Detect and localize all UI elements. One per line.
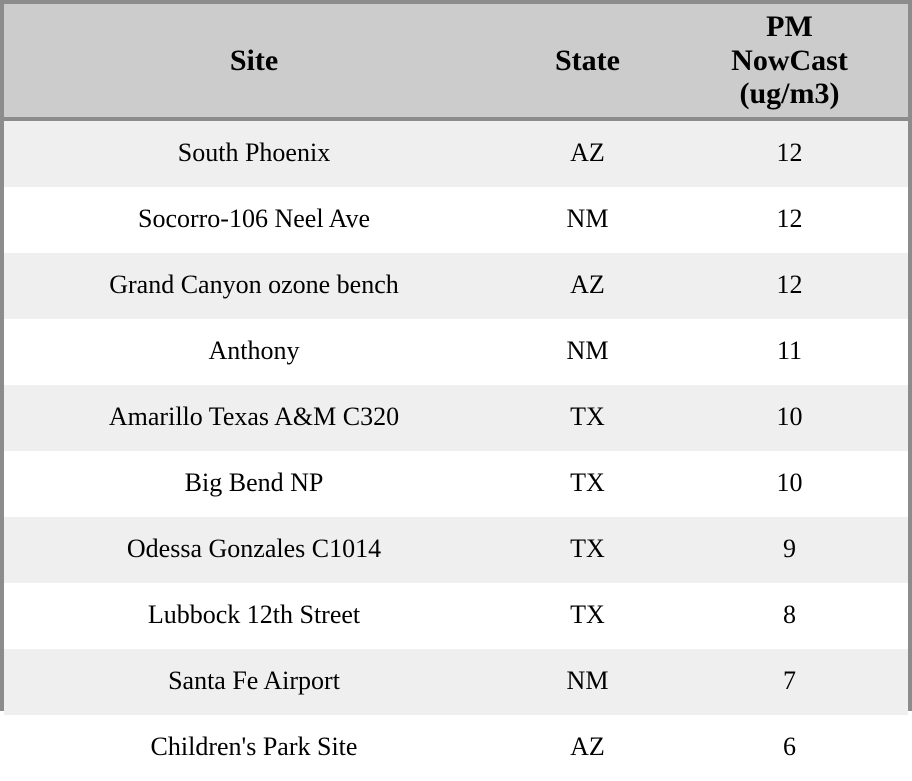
cell-pm-nowcast: 8 <box>671 583 908 649</box>
table-row <box>4 119 908 187</box>
cell-pm-nowcast: 12 <box>671 253 908 319</box>
cell-site: Santa Fe Airport <box>4 649 504 715</box>
cell-state: TX <box>504 583 671 649</box>
table-row <box>4 715 908 781</box>
table-row <box>4 253 908 319</box>
table-header <box>4 4 908 119</box>
column-header-pm-nowcast-line2: NowCast <box>731 43 848 77</box>
cell-site: Children's Park Site <box>4 715 504 781</box>
cell-state: NM <box>504 187 671 253</box>
table-header-row <box>4 4 908 119</box>
cell-state: AZ <box>504 715 671 781</box>
table-row <box>4 583 908 649</box>
cell-state: AZ <box>504 253 671 319</box>
cell-pm-nowcast: 9 <box>671 517 908 583</box>
cell-site: Socorro-106 Neel Ave <box>4 187 504 253</box>
table-row <box>4 187 908 253</box>
cell-pm-nowcast: 12 <box>671 119 908 187</box>
column-header-site: Site <box>4 4 504 119</box>
table-row <box>4 451 908 517</box>
cell-pm-nowcast: 10 <box>671 385 908 451</box>
cell-state: TX <box>504 451 671 517</box>
table-row <box>4 319 908 385</box>
cell-pm-nowcast: 10 <box>671 451 908 517</box>
cell-site: Big Bend NP <box>4 451 504 517</box>
cell-site: Amarillo Texas A&M C320 <box>4 385 504 451</box>
cell-state: NM <box>504 649 671 715</box>
cell-site: Grand Canyon ozone bench <box>4 253 504 319</box>
table-row <box>4 517 908 583</box>
cell-site: Lubbock 12th Street <box>4 583 504 649</box>
table-row <box>4 385 908 451</box>
table-row <box>4 649 908 715</box>
cell-state: TX <box>504 385 671 451</box>
air-quality-table <box>4 4 908 781</box>
cell-state: NM <box>504 319 671 385</box>
cell-pm-nowcast: 11 <box>671 319 908 385</box>
cell-state: TX <box>504 517 671 583</box>
cell-pm-nowcast: 7 <box>671 649 908 715</box>
cell-site: Odessa Gonzales C1014 <box>4 517 504 583</box>
column-header-state: State <box>504 4 671 119</box>
cell-state: AZ <box>504 119 671 187</box>
cell-site: Anthony <box>4 319 504 385</box>
column-header-pm-nowcast-line1: PM <box>766 10 813 43</box>
column-header-pm-nowcast <box>671 4 908 119</box>
table-body <box>4 119 908 781</box>
cell-pm-nowcast: 12 <box>671 187 908 253</box>
cell-pm-nowcast: 6 <box>671 715 908 781</box>
cell-site: South Phoenix <box>4 119 504 187</box>
column-header-pm-nowcast-line3: (ug/m3) <box>739 77 840 111</box>
